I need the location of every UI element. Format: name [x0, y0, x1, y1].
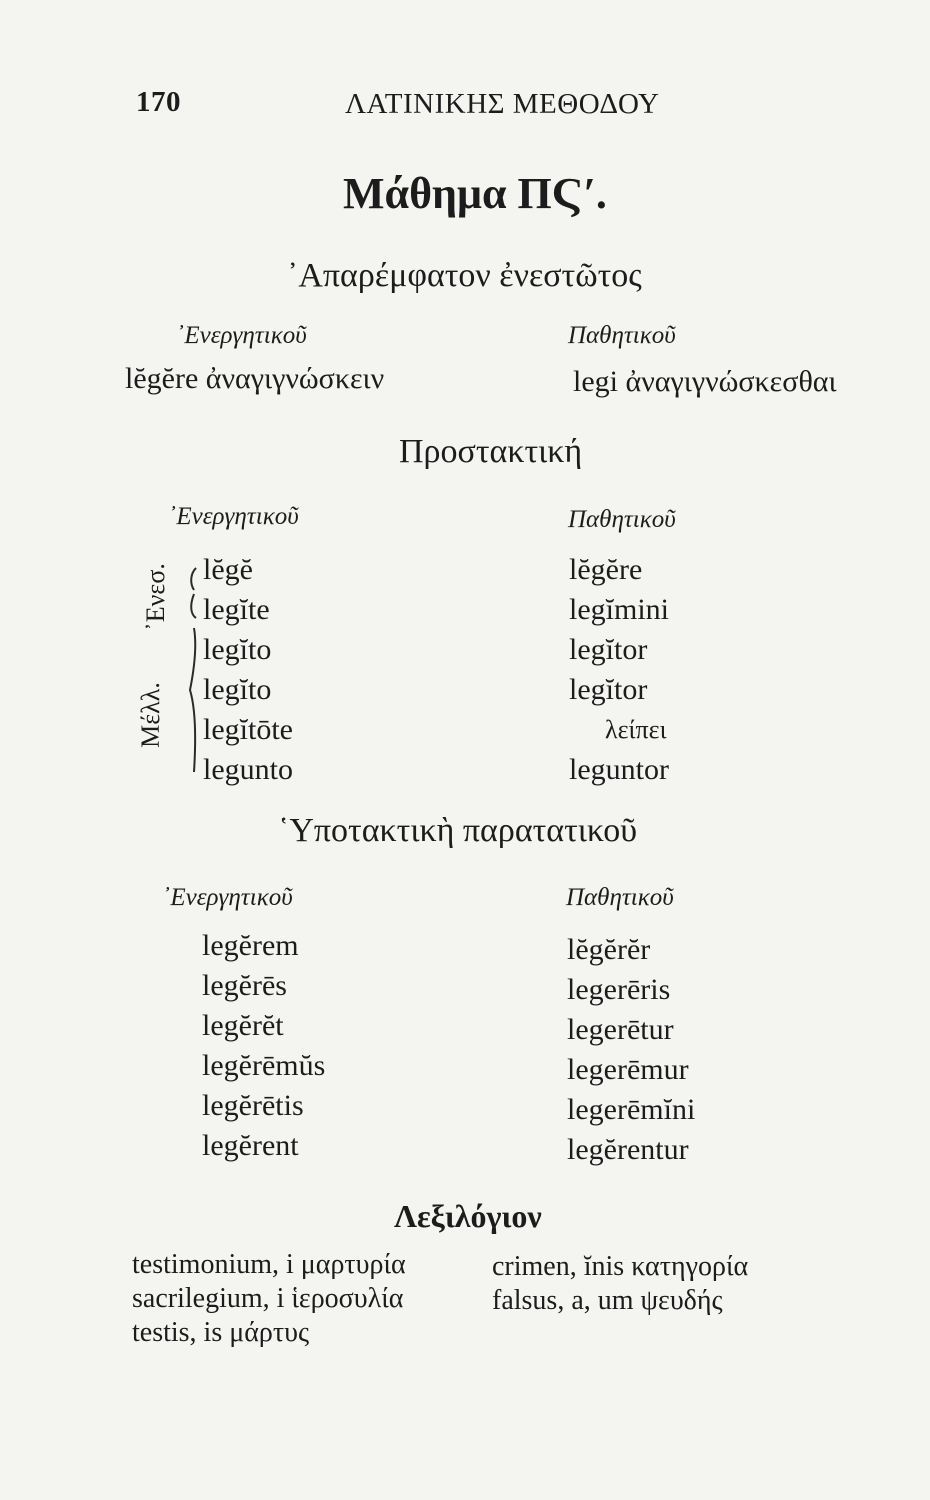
vocabulary-left-column: [132, 1248, 406, 1350]
imperative-active-form: lĕgĕ: [203, 553, 253, 586]
imperative-active-label: ᾿Ενεργητικοῦ: [168, 503, 299, 530]
subjunctive-heading: ῾Υποτακτικὴ παρατατικοῦ: [278, 812, 638, 849]
subjunctive-active-form: legĕrētis: [202, 1089, 304, 1122]
imperative-active-form: legĭto: [203, 633, 272, 666]
subjunctive-active-column: [202, 926, 325, 1166]
running-title: ΛΑΤΙΝΙΚΗΣ ΜΕΘΟΔΟΥ: [345, 88, 660, 120]
imperative-active-form: legĭte: [203, 593, 270, 626]
subjunctive-active-label: ᾿Ενεργητικοῦ: [162, 884, 293, 911]
subjunctive-active-form: legĕrēmŭs: [202, 1049, 326, 1082]
infinitive-passive-form: legi ἀναγιγνώσκεσθαι: [573, 365, 837, 398]
infinitive-heading: ᾿Απαρέμφατον ἐνεστῶτος: [287, 257, 642, 294]
imperative-active-column: [203, 550, 293, 790]
infinitive-passive-label: Παθητικοῦ: [568, 322, 676, 349]
infinitive-active-form: lĕgĕre ἀναγιγνώσκειν: [125, 362, 385, 395]
imperative-passive-form: legĭtor: [569, 673, 648, 706]
present-tense-label: ᾿Ενεσ.: [141, 563, 170, 631]
vocabulary-entry: testimonium, i μαρτυρία: [132, 1249, 406, 1280]
subjunctive-active-form: legĕrĕt: [202, 1009, 284, 1042]
page-number: 170: [136, 86, 181, 118]
imperative-passive-form: lĕgĕre: [569, 553, 643, 586]
imperative-active-form: legunto: [203, 753, 293, 786]
imperative-passive-column: [569, 550, 669, 790]
imperative-passive-form: legĭmini: [569, 593, 669, 626]
subjunctive-active-form: legĕrent: [202, 1129, 299, 1162]
subjunctive-passive-column: [567, 930, 695, 1170]
imperative-active-form: legĭto: [203, 673, 272, 706]
imperative-heading: Προστακτική: [399, 433, 583, 470]
imperative-passive-form: leguntor: [569, 753, 669, 786]
vocabulary-entry: crimen, ĭnis κατηγορία: [492, 1251, 749, 1282]
subjunctive-passive-form: legĕrentur: [567, 1133, 689, 1166]
subjunctive-passive-form: lĕgĕrĕr: [567, 933, 651, 966]
imperative-passive-label: Παθητικοῦ: [568, 506, 676, 533]
subjunctive-passive-form: legerēmur: [567, 1053, 689, 1086]
infinitive-active-label: ᾿Ενεργητικοῦ: [176, 322, 307, 349]
subjunctive-active-form: legĕrem: [202, 929, 299, 962]
tense-braces: [184, 560, 204, 780]
imperative-passive-form: legĭtor: [569, 633, 648, 666]
imperative-passive-form: λείπει: [605, 715, 667, 744]
subjunctive-passive-label: Παθητικοῦ: [566, 884, 674, 911]
subjunctive-active-form: legĕrēs: [202, 969, 287, 1002]
vocabulary-heading: Λεξιλόγιον: [394, 1198, 542, 1234]
lesson-title: Μάθημα ΠϚʹ.: [343, 169, 607, 218]
vocabulary-right-column: [492, 1250, 748, 1318]
vocabulary-entry: sacrilegium, i ἱεροσυλία: [132, 1283, 404, 1314]
subjunctive-passive-form: legerēmĭni: [567, 1093, 696, 1126]
future-tense-label: Μέλλ.: [136, 682, 165, 748]
vocabulary-entry: falsus, a, um ψευδής: [492, 1285, 723, 1316]
subjunctive-passive-form: legerētur: [567, 1013, 674, 1046]
subjunctive-passive-form: legerēris: [567, 973, 671, 1006]
imperative-active-form: legĭtōte: [203, 713, 293, 746]
vocabulary-entry: testis, is μάρτυς: [132, 1317, 310, 1348]
